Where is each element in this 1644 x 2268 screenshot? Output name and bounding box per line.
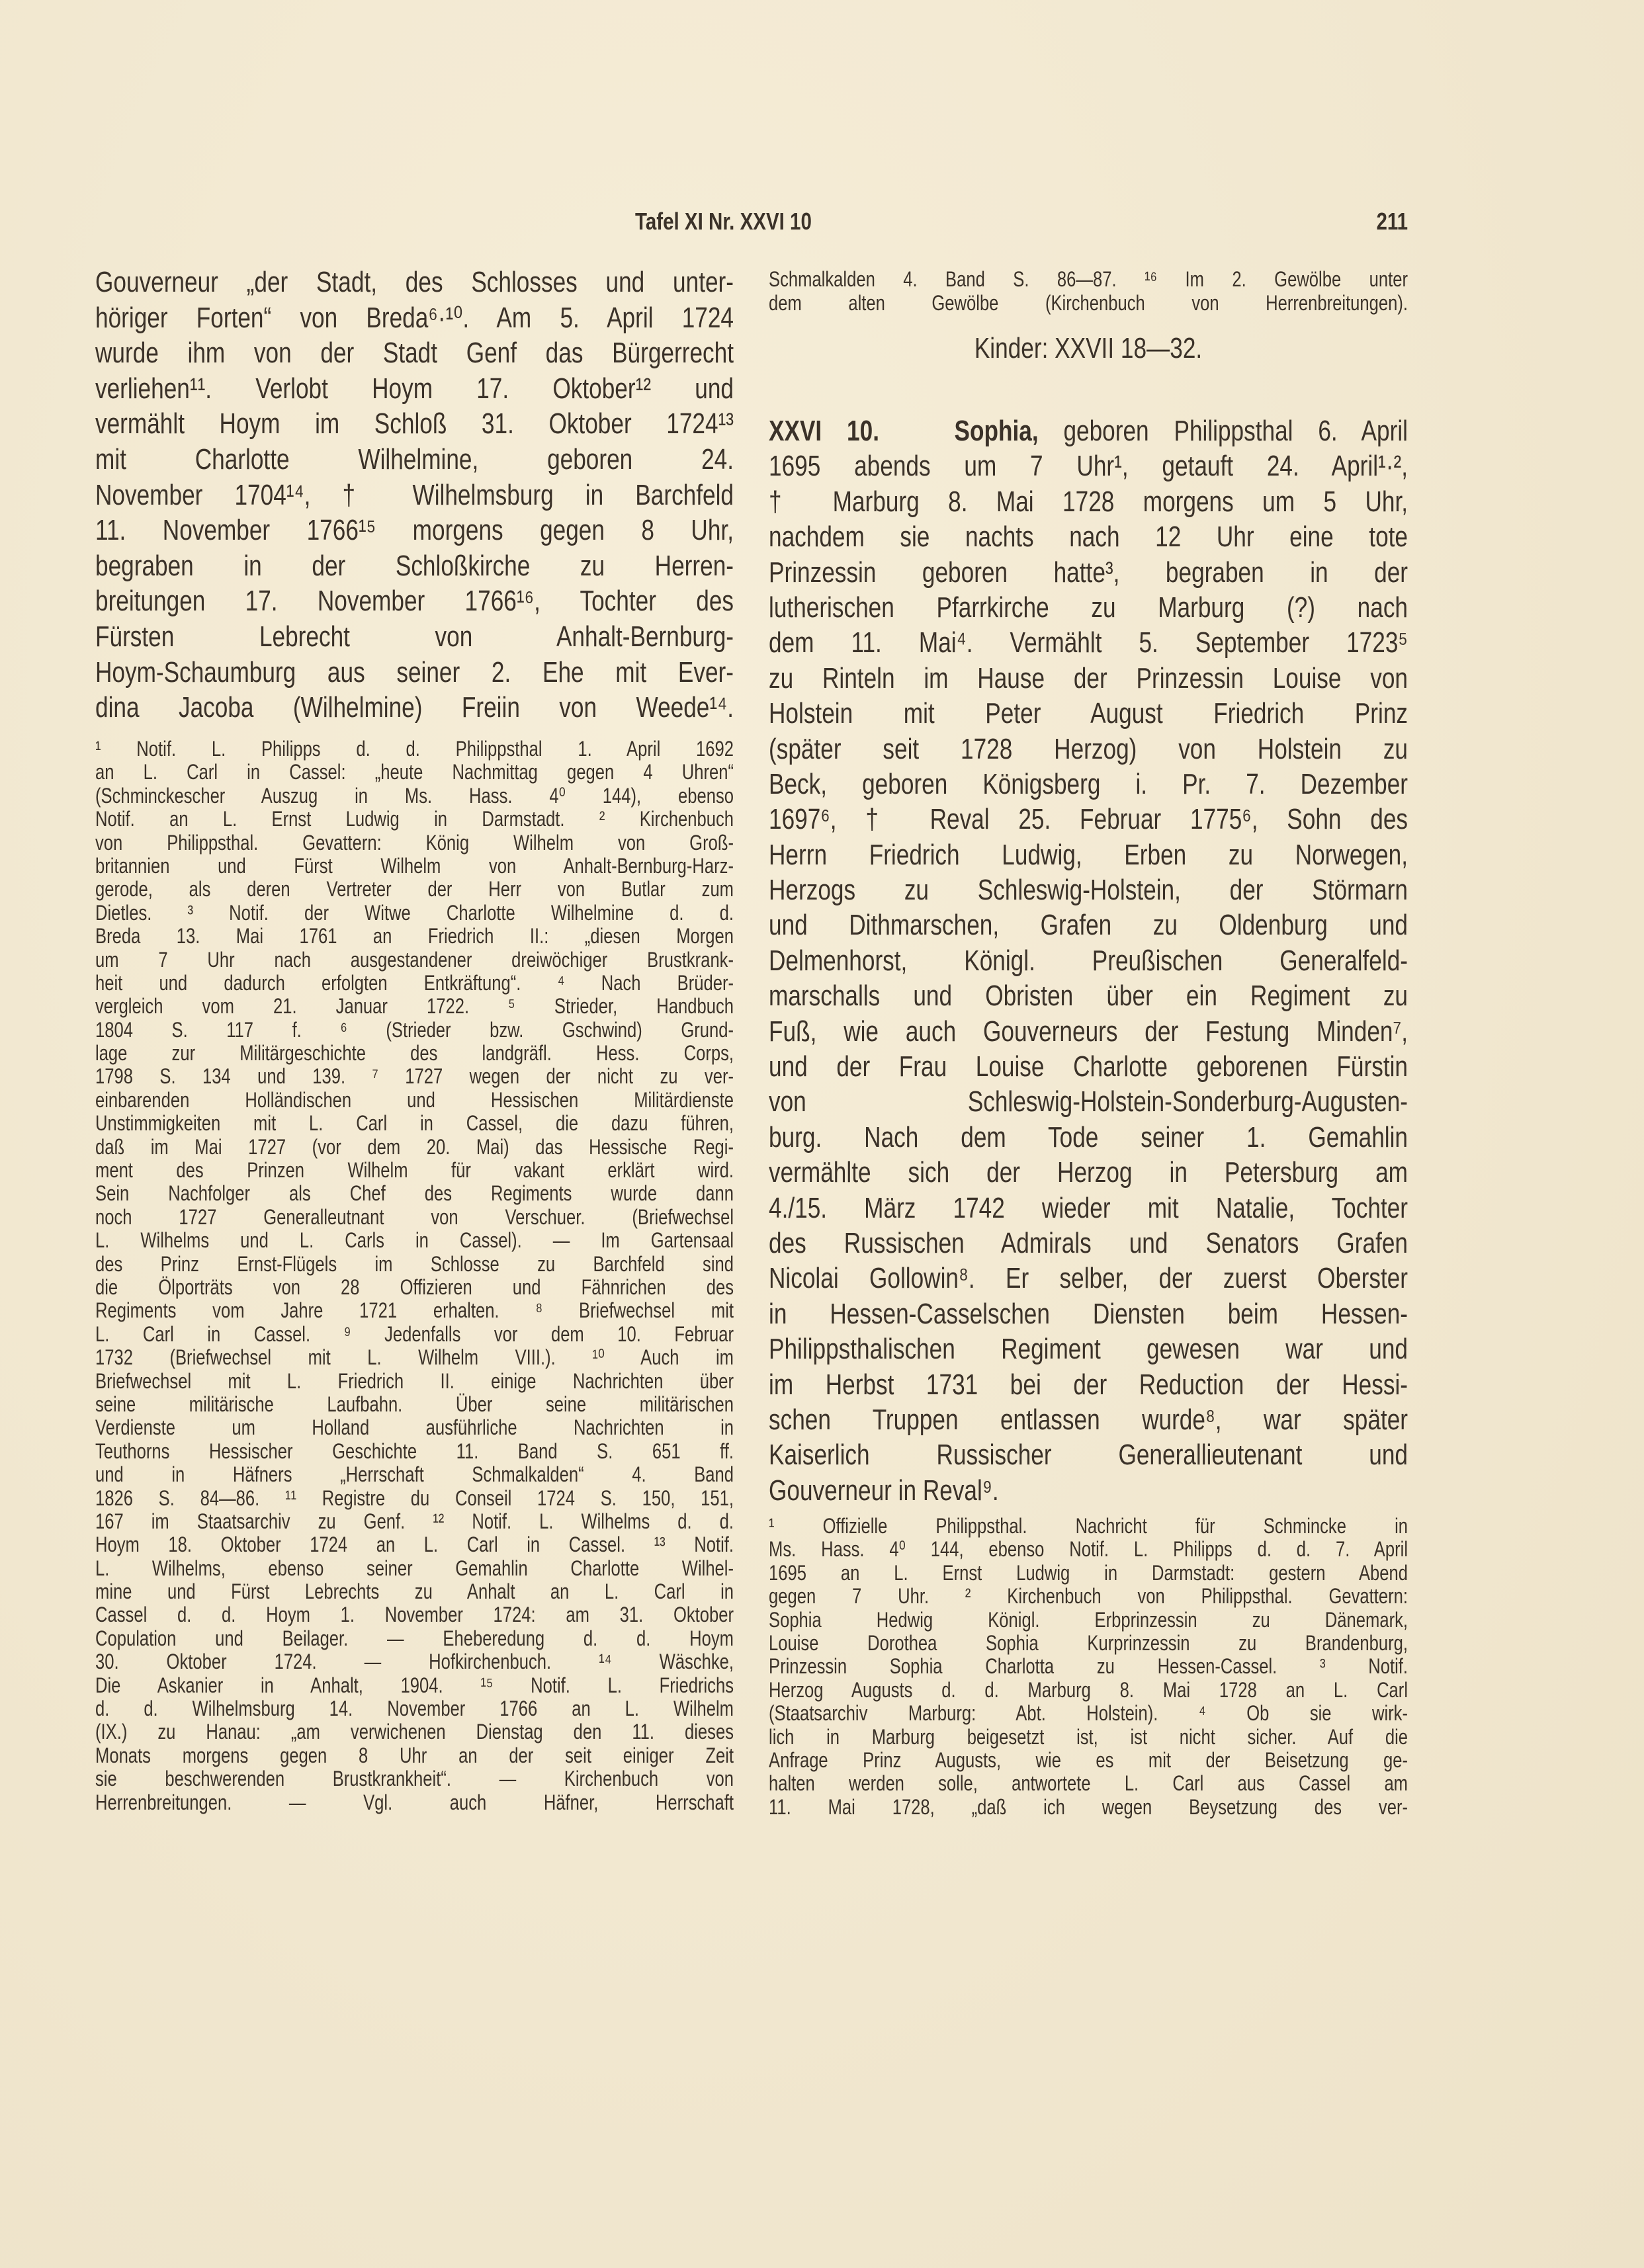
footnote-line: Hoym 18. Oktober 1724 an L. Carl in Cassel. ¹³ Notif.	[95, 1533, 734, 1557]
footnote-line: lage zur Militärgeschichte des landgräfl. Hess. Corps,	[95, 1041, 734, 1066]
body-line: wurde ihm von der Stadt Genf das Bürgerrecht	[95, 337, 734, 370]
footnote-line: die Ölporträts von 28 Offizieren und Fähnrichen des	[95, 1275, 734, 1299]
body-line: Fürsten Lebrecht von Anhalt-Bernburg-	[95, 620, 734, 653]
footnote-line: d. d. Wilhelmsburg 14. November 1766 an L. Wilhelm	[95, 1697, 734, 1721]
footnote-line: Herzog Augusts d. d. Marburg 8. Mai 1728 an L. Carl	[769, 1677, 1408, 1702]
footnote-line: von Philippsthal. Gevattern: König Wilhelm von Groß-	[95, 830, 734, 855]
footnote-line: 11. Mai 1728, „daß ich wegen Beysetzung des ver-	[769, 1794, 1408, 1819]
footnote-line: gerode, als deren Vertreter der Herr von Butlar zum	[95, 877, 734, 902]
footnote-line: Verdienste um Holland ausführliche Nachrichten in	[95, 1415, 734, 1440]
body-line: und der Frau Louise Charlotte geborenen Fürstin	[769, 1050, 1408, 1083]
body-line: Herzogs zu Schleswig-Holstein, der Störmarn	[769, 874, 1408, 907]
footnote-line: dem alten Gewölbe (Kirchenbuch von Herrenbreitungen).	[769, 291, 1408, 315]
footnote-line: Teuthorns Hessischer Geschichte 11. Band S. 651 ff.	[95, 1439, 734, 1463]
body-line: marschalls und Obristen über ein Regiment zu	[769, 980, 1408, 1013]
footnote-line: L. Wilhelms, ebenso seiner Gemahlin Charlotte Wilhel-	[95, 1556, 734, 1580]
footnote-line: gegen 7 Uhr. ² Kirchenbuch von Philippsthal. Gevattern:	[769, 1584, 1408, 1609]
right-column-footnote-continuation	[769, 267, 1408, 315]
footnote-line: ment des Prinzen Wilhelm für vakant erklärt wird.	[95, 1158, 734, 1183]
footnote-line: (Staatsarchiv Marburg: Abt. Holstein). ⁴ Ob sie wirk-	[769, 1701, 1408, 1726]
body-line: November 1704¹⁴, † Wilhelmsburg in Barchfeld	[95, 478, 734, 511]
body-line: verliehen¹¹. Verlobt Hoym 17. Oktober¹² und	[95, 372, 734, 405]
left-column-footnotes	[95, 737, 734, 1814]
body-line: mit Charlotte Wilhelmine, geboren 24.	[95, 442, 734, 476]
right-column-footnotes	[769, 1515, 1408, 1819]
body-line: vermählte sich der Herzog in Petersburg am	[769, 1156, 1408, 1189]
footnote-line: ¹ Offizielle Philippsthal. Nachricht für Schmincke in	[769, 1514, 1408, 1538]
footnote-line: Cassel d. d. Hoym 1. November 1724: am 31. Oktober	[95, 1603, 734, 1627]
body-line: Hoym-Schaumburg aus seiner 2. Ehe mit Ever-	[95, 655, 734, 689]
footnote-line: 1695 an L. Ernst Ludwig in Darmstadt: gestern Abend	[769, 1560, 1408, 1585]
footnote-line: vergleich vom 21. Januar 1722. ⁵ Strieder, Handbuch	[95, 994, 734, 1019]
footnote-line: daß im Mai 1727 (vor dem 20. Mai) das Hessische Regi-	[95, 1134, 734, 1159]
body-line: Holstein mit Peter August Friedrich Prinz	[769, 697, 1408, 730]
footnote-line: Schmalkalden 4. Band S. 86—87. ¹⁶ Im 2. Gewölbe unter	[769, 267, 1408, 291]
entry-number: XXVI 10.	[769, 415, 879, 447]
entry-name: Sophia,	[954, 415, 1039, 447]
children-line: Kinder: XXVII 18—32.	[974, 332, 1203, 364]
footnote-line: L. Carl in Cassel. ⁹ Jedenfalls vor dem 10. Februar	[95, 1322, 734, 1346]
body-line: breitungen 17. November 1766¹⁶, Tochter des	[95, 585, 734, 618]
footnote-line: (Schminckescher Auszug in Ms. Hass. 4⁰ 144), ebenso	[95, 783, 734, 808]
footnote-line: an L. Carl in Cassel: „heute Nachmittag gegen 4 Uhren“	[95, 760, 734, 784]
footnote-line: 1732 (Briefwechsel mit L. Wilhelm VIII.). ¹⁰ Auch im	[95, 1345, 734, 1370]
body-line: vermählt Hoym im Schloß 31. Oktober 1724¹³	[95, 407, 734, 441]
footnote-line: Breda 13. Mai 1761 an Friedrich II.: „diesen Morgen	[95, 924, 734, 948]
footnote-line: und in Häfners „Herrschaft Schmalkalden“ 4. Band	[95, 1462, 734, 1487]
running-header-title: Tafel XI Nr. XXVI 10	[635, 208, 812, 235]
footnote-line: Die Askanier in Anhalt, 1904. ¹⁵ Notif. L. Friedrichs	[95, 1673, 734, 1697]
footnote-line: Sophia Hedwig Königl. Erbprinzessin zu Dänemark,	[769, 1607, 1408, 1632]
body-line: höriger Forten“ von Breda⁶·¹⁰. Am 5. April 1724	[95, 301, 734, 334]
body-line: von Schleswig-Holstein-Sonderburg-Augusten-	[769, 1085, 1408, 1118]
footnote-line: Ms. Hass. 4⁰ 144, ebenso Notif. L. Philipps d. d. 7. April	[769, 1537, 1408, 1562]
body-line: Prinzessin geboren hatte³, begraben in der	[769, 556, 1408, 589]
body-line: 4./15. März 1742 wieder mit Natalie, Tochter	[769, 1191, 1408, 1224]
footnote-line: Anfrage Prinz Augusts, wie es mit der Beisetzung ge-	[769, 1747, 1408, 1772]
footnote-line: noch 1727 Generalleutnant von Verschuer. (Briefwechsel	[95, 1204, 734, 1229]
body-line: Philippsthalischen Regiment gewesen war und	[769, 1333, 1408, 1366]
body-line: 1695 abends um 7 Uhr¹, getauft 24. April¹·²,	[769, 450, 1408, 483]
footnote-line: ¹ Notif. L. Philipps d. d. Philippsthal 1. April 1692	[95, 737, 734, 761]
body-line: und Dithmarschen, Grafen zu Oldenburg und	[769, 909, 1408, 942]
body-line: begraben in der Schloßkirche zu Herren-	[95, 549, 734, 582]
footnote-line: Dietles. ³ Notif. der Witwe Charlotte Wilhelmine d. d.	[95, 900, 734, 925]
body-line-text: geboren Philippsthal 6. April	[1038, 415, 1408, 447]
footnote-line: mine und Fürst Lebrechts zu Anhalt an L. Carl in	[95, 1579, 734, 1604]
footnote-line: 167 im Staatsarchiv zu Genf. ¹² Notif. L. Wilhelms d. d.	[95, 1509, 734, 1533]
footnote-line: 1826 S. 84—86. ¹¹ Registre du Conseil 1724 S. 150, 151,	[95, 1486, 734, 1510]
footnote-line: Herrenbreitungen. — Vgl. auch Häfner, Herrschaft	[95, 1790, 734, 1814]
footnote-line: einbarenden Holländischen und Hessischen Militärdienste	[95, 1087, 734, 1112]
body-line: (später seit 1728 Herzog) von Holstein zu	[769, 732, 1408, 765]
body-line: Herrn Friedrich Ludwig, Erben zu Norwegen,	[769, 838, 1408, 871]
body-line: dina Jacoba (Wilhelmine) Freiin von Weede¹⁴.	[95, 691, 734, 724]
footnote-line: L. Wilhelms und L. Carls in Cassel). — Im Gartensaal	[95, 1228, 734, 1253]
footnote-line: 1804 S. 117 f. ⁶ (Strieder bzw. Gschwind) Grund-	[95, 1017, 734, 1042]
footnote-line: seine militärische Laufbahn. Über seine militärischen	[95, 1392, 734, 1416]
footnote-line: Regiments vom Jahre 1721 erhalten. ⁸ Briefwechsel mit	[95, 1298, 734, 1323]
footnote-line: britannien und Fürst Wilhelm von Anhalt-Bernburg-Harz-	[95, 853, 734, 878]
footnote-line: sie beschwerenden Brustkrankheit“. — Kirchenbuch von	[95, 1767, 734, 1791]
footnote-line: um 7 Uhr nach ausgestandener dreiwöchiger Brustkrank-	[95, 947, 734, 972]
footnote-line: Sein Nachfolger als Chef des Regiments wurde dann	[95, 1181, 734, 1206]
body-line: lutherischen Pfarrkirche zu Marburg (?) nach	[769, 591, 1408, 624]
body-line: in Hessen-Casselschen Diensten beim Hessen-	[769, 1297, 1408, 1330]
footnote-line: Monats morgens gegen 8 Uhr an der seit einiger Zeit	[95, 1743, 734, 1767]
body-line: burg. Nach dem Tode seiner 1. Gemahlin	[769, 1120, 1408, 1154]
body-line: 1697⁶, † Reval 25. Februar 1775⁶, Sohn des	[769, 803, 1408, 836]
footnote-line: heit und dadurch erfolgten Entkräftung“. ⁴ Nach Brüder-	[95, 970, 734, 995]
entry-xxvi-10-text	[769, 413, 1408, 1508]
body-line: nachdem sie nachts nach 12 Uhr eine tote	[769, 521, 1408, 554]
page-number: 211	[1376, 208, 1408, 235]
footnote-line: des Prinz Ernst-Flügels im Schlosse zu Barchfeld sind	[95, 1251, 734, 1276]
body-line: Gouverneur in Reval⁹.	[769, 1474, 999, 1507]
footnote-line: Notif. an L. Ernst Ludwig in Darmstadt. ² Kirchenbuch	[95, 807, 734, 831]
footnote-line: 30. Oktober 1724. — Hofkirchenbuch. ¹⁴ Wäschke,	[95, 1650, 734, 1674]
body-line: 11. November 1766¹⁵ morgens gegen 8 Uhr,	[95, 514, 734, 547]
body-line: dem 11. Mai⁴. Vermählt 5. September 1723⁵	[769, 626, 1408, 659]
footnote-line: Louise Dorothea Sophia Kurprinzessin zu Brandenburg,	[769, 1630, 1408, 1655]
body-line: des Russischen Admirals und Senators Grafen	[769, 1226, 1408, 1259]
body-line: im Herbst 1731 bei der Reduction der Hessi-	[769, 1368, 1408, 1401]
body-line: schen Truppen entlassen wurde⁸, war später	[769, 1403, 1408, 1436]
body-line: Nicolai Gollowin⁸. Er selber, der zuerst Oberster	[769, 1262, 1408, 1295]
body-line: Beck, geboren Königsberg i. Pr. 7. Dezember	[769, 767, 1408, 800]
children-reference	[769, 331, 1408, 366]
body-line: Kaiserlich Russischer Generallieutenant und	[769, 1439, 1408, 1472]
footnote-line: lich in Marburg beigesetzt ist, ist nicht sicher. Auf die	[769, 1724, 1408, 1749]
footnote-line: Unstimmigkeiten mit L. Carl in Cassel, die dazu führen,	[95, 1111, 734, 1136]
body-line: Delmenhorst, Königl. Preußischen Generalfeld-	[769, 944, 1408, 977]
body-line: † Marburg 8. Mai 1728 morgens um 5 Uhr,	[769, 485, 1408, 518]
footnote-line: (IX.) zu Hanau: „am verwichenen Dienstag den 11. dieses	[95, 1720, 734, 1744]
body-line: Gouverneur „der Stadt, des Schlosses und unter-	[95, 266, 734, 298]
footnote-line: halten werden solle, antwortete L. Carl aus Cassel am	[769, 1771, 1408, 1796]
left-column-body-text	[95, 265, 734, 726]
body-line: zu Rinteln im Hause der Prinzessin Louise von	[769, 661, 1408, 694]
footnote-line: Briefwechsel mit L. Friedrich II. einige Nachrichten über	[95, 1368, 734, 1393]
footnote-line: 1798 S. 134 und 139. ⁷ 1727 wegen der nicht zu ver-	[95, 1064, 734, 1089]
footnote-line: Copulation und Beilager. — Eheberedung d. d. Hoym	[95, 1626, 734, 1650]
body-line: Fuß, wie auch Gouverneurs der Festung Minden⁷,	[769, 1015, 1408, 1048]
footnote-line: Prinzessin Sophia Charlotta zu Hessen-Cassel. ³ Notif.	[769, 1654, 1408, 1679]
body-line	[769, 413, 1408, 448]
